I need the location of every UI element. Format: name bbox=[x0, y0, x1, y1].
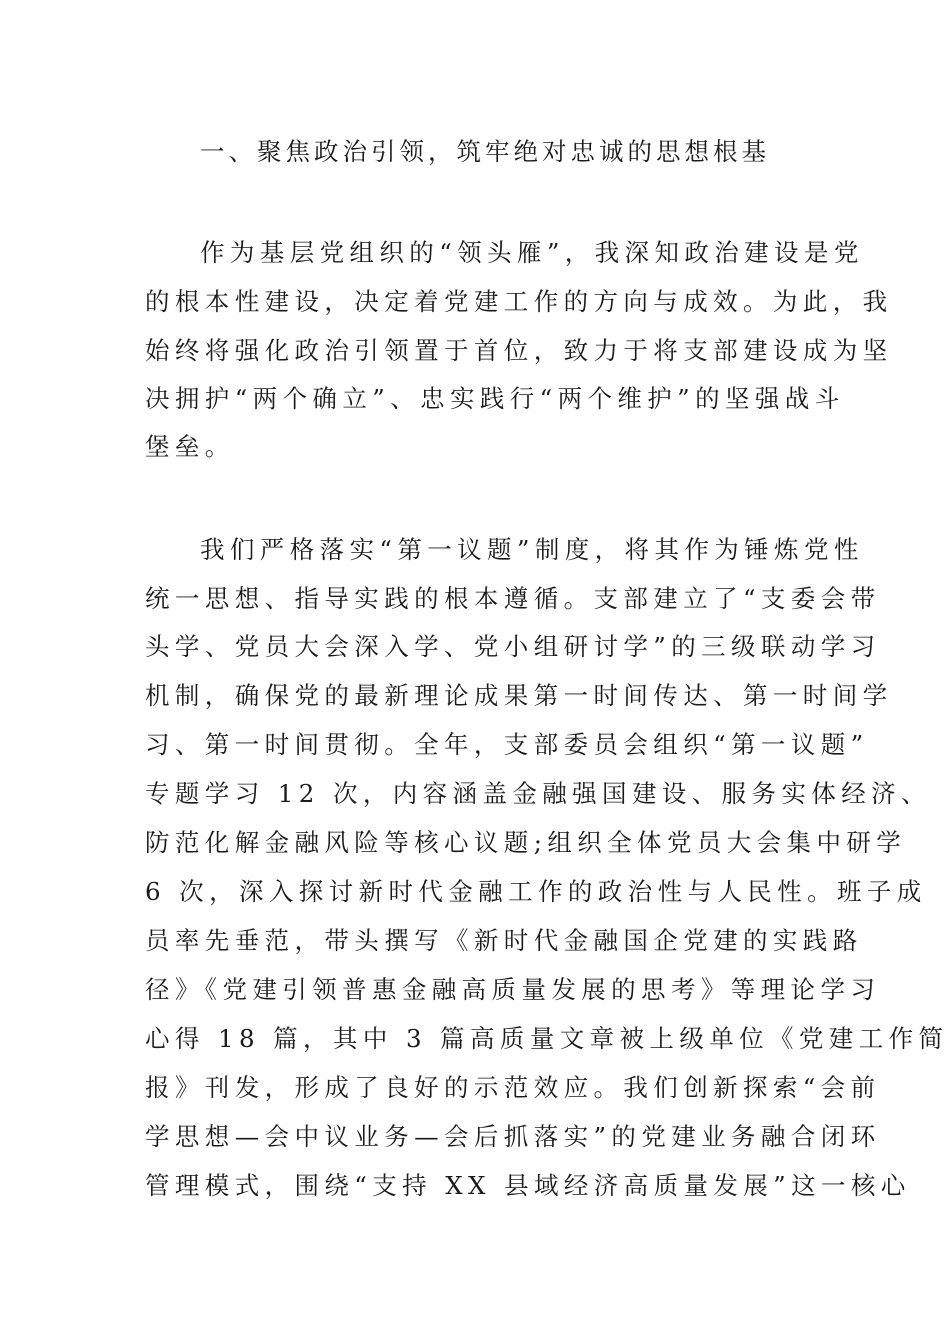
paragraph-1-line: 堡垒。 bbox=[145, 432, 235, 461]
paragraph-2-line: 统一思想、指导实践的根本遵循。支部建立了“支委会带 bbox=[145, 584, 881, 613]
paragraph-2-line: 专题学习 12 次，内容涵盖金融强国建设、服务实体经济、 bbox=[145, 779, 931, 808]
paragraph-2-line: 学思想—会中议业务—会后抓落实”的党建业务融合闭环 bbox=[145, 1122, 881, 1151]
paragraph-1-line: 的根本性建设，决定着党建工作的方向与成效。为此，我 bbox=[145, 287, 893, 316]
paragraph-2-line: 6 次，深入探讨新时代金融工作的政治性与人民性。班子成 bbox=[145, 877, 927, 906]
paragraph-2-line: 员率先垂范，带头撰写《新时代金融国企党建的实践路 bbox=[145, 926, 863, 955]
paragraph-2-line: 报》刊发，形成了良好的示范效应。我们创新探索“会前 bbox=[145, 1073, 881, 1102]
paragraph-2-line: 我们严格落实“第一议题”制度，将其作为锤炼党性 bbox=[200, 535, 864, 564]
paragraph-2-line: 机制，确保党的最新理论成果第一时间传达、第一时间学 bbox=[145, 681, 893, 710]
paragraph-1-line: 决拥护“两个确立”、忠实践行“两个维护”的坚强战斗 bbox=[145, 384, 845, 413]
paragraph-2-line: 径》《党建引领普惠金融高质量发展的思考》等理论学习 bbox=[145, 975, 881, 1004]
paragraph-2-line: 管理模式，围绕“支持 XX 县域经济高质量发展”这一核心 bbox=[145, 1171, 911, 1200]
paragraph-2-line: 习、第一时间贯彻。全年，支部委员会组织“第一议题” bbox=[145, 730, 869, 759]
paragraph-2-line: 防范化解金融风险等核心议题;组织全体党员大会集中研学 bbox=[145, 828, 907, 857]
paragraph-2-line: 心得 18 篇，其中 3 篇高质量文章被上级单位《党建工作简 bbox=[145, 1024, 949, 1053]
paragraph-1-line: 始终将强化政治引领置于首位，致力于将支部建设成为坚 bbox=[145, 336, 893, 365]
section-heading: 一、聚焦政治引领，筑牢绝对忠诚的思想根基 bbox=[200, 137, 770, 166]
paragraph-2-line: 头学、党员大会深入学、党小组研讨学”的三级联动学习 bbox=[145, 632, 881, 661]
paragraph-1-line: 作为基层党组织的“领头雁”，我深知政治建设是党 bbox=[200, 238, 864, 267]
